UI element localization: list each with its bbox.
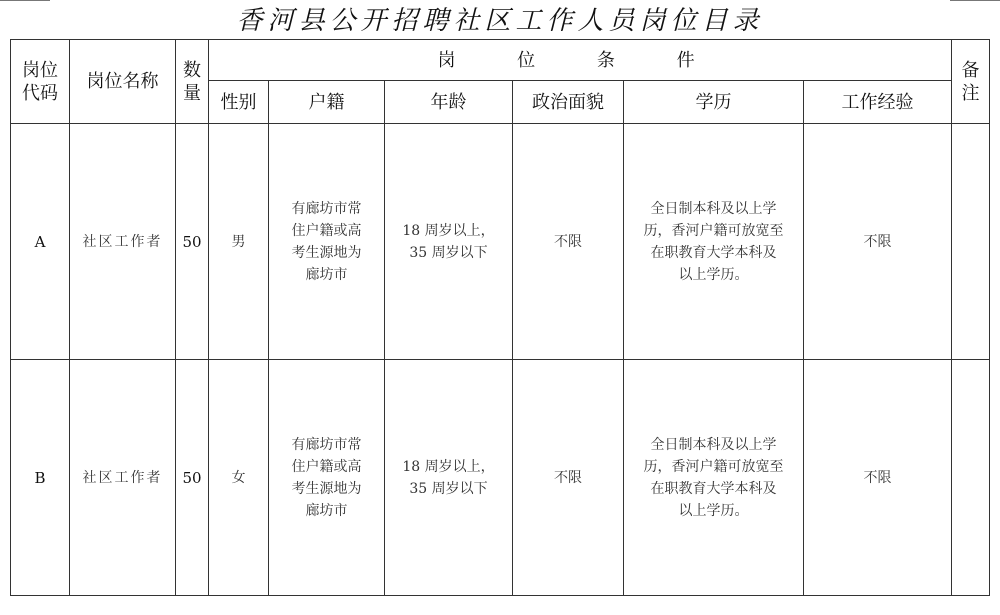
page-title: 香河县公开招聘社区工作人员岗位目录 — [236, 6, 764, 36]
row-b-age-line-1: 18 周岁以上， — [402, 458, 495, 475]
header-experience: 工作经验 — [804, 81, 952, 124]
row-b-education — [624, 360, 804, 596]
row-b-politics: 不限 — [513, 360, 624, 596]
header-remarks-line-2: 注 — [961, 82, 980, 104]
header-count-line-2: 量 — [183, 82, 201, 104]
row-b-household-line-3: 考生源地为 — [291, 480, 362, 497]
table-row-a — [11, 124, 990, 360]
row-a-household-line-1: 有廊坊市常 — [291, 200, 362, 217]
row-a-politics: 不限 — [513, 124, 624, 360]
row-b-age-line-2: 35 周岁以下 — [409, 480, 488, 497]
row-a-gender: 男 — [209, 124, 269, 360]
row-b-age — [385, 360, 513, 596]
page-edge-line-right — [950, 0, 1000, 1]
row-b-name: 社区工作者 — [70, 360, 176, 596]
position-table — [10, 39, 990, 596]
row-b-household-line-2: 住户籍或高 — [291, 458, 362, 475]
row-b-count: 50 — [176, 360, 209, 596]
row-a-education-line-4: 以上学历。 — [678, 266, 749, 283]
header-age: 年龄 — [385, 81, 513, 124]
row-a-household — [269, 124, 385, 360]
row-b-education-line-2: 历，香河户籍可放宽至 — [643, 458, 784, 475]
row-b-experience: 不限 — [804, 360, 952, 596]
row-b-household — [269, 360, 385, 596]
row-b-education-line-1: 全日制本科及以上学 — [650, 436, 777, 453]
row-b-remarks — [952, 360, 990, 596]
row-a-household-line-4: 廊坊市 — [305, 266, 348, 283]
row-a-household-line-2: 住户籍或高 — [291, 222, 362, 239]
row-a-age-line-1: 18 周岁以上， — [402, 222, 495, 239]
row-a-age-line-2: 35 周岁以下 — [409, 244, 488, 261]
header-count — [176, 40, 209, 124]
row-a-code: A — [11, 124, 70, 360]
header-code-line-2: 代码 — [22, 82, 58, 104]
row-b-education-line-4: 以上学历。 — [678, 502, 749, 519]
header-education: 学历 — [624, 81, 804, 124]
header-gender: 性别 — [209, 81, 269, 124]
header-row-1 — [11, 40, 990, 81]
row-b-household-line-4: 廊坊市 — [305, 502, 348, 519]
header-remarks-line-1: 备 — [961, 59, 980, 81]
row-a-experience: 不限 — [804, 124, 952, 360]
header-code-line-1: 岗位 — [22, 59, 58, 81]
row-a-count: 50 — [176, 124, 209, 360]
table-row-b — [11, 360, 990, 596]
header-conditions: 岗 位 条 件 — [209, 40, 952, 81]
row-b-code: B — [11, 360, 70, 596]
row-a-name: 社区工作者 — [70, 124, 176, 360]
header-code — [11, 40, 70, 124]
header-remarks — [952, 40, 990, 124]
row-b-education-line-3: 在职教育大学本科及 — [650, 480, 777, 497]
row-a-education-line-2: 历，香河户籍可放宽至 — [643, 222, 784, 239]
row-a-remarks — [952, 124, 990, 360]
row-b-gender: 女 — [209, 360, 269, 596]
row-b-household-line-1: 有廊坊市常 — [291, 436, 362, 453]
header-politics: 政治面貌 — [513, 81, 624, 124]
header-name: 岗位名称 — [70, 40, 176, 124]
row-a-education-line-1: 全日制本科及以上学 — [650, 200, 777, 217]
row-a-education — [624, 124, 804, 360]
header-count-line-1: 数 — [183, 59, 201, 81]
row-a-household-line-3: 考生源地为 — [291, 244, 362, 261]
row-a-age — [385, 124, 513, 360]
row-a-education-line-3: 在职教育大学本科及 — [650, 244, 777, 261]
page-edge-line-left — [0, 0, 50, 1]
header-household: 户籍 — [269, 81, 385, 124]
